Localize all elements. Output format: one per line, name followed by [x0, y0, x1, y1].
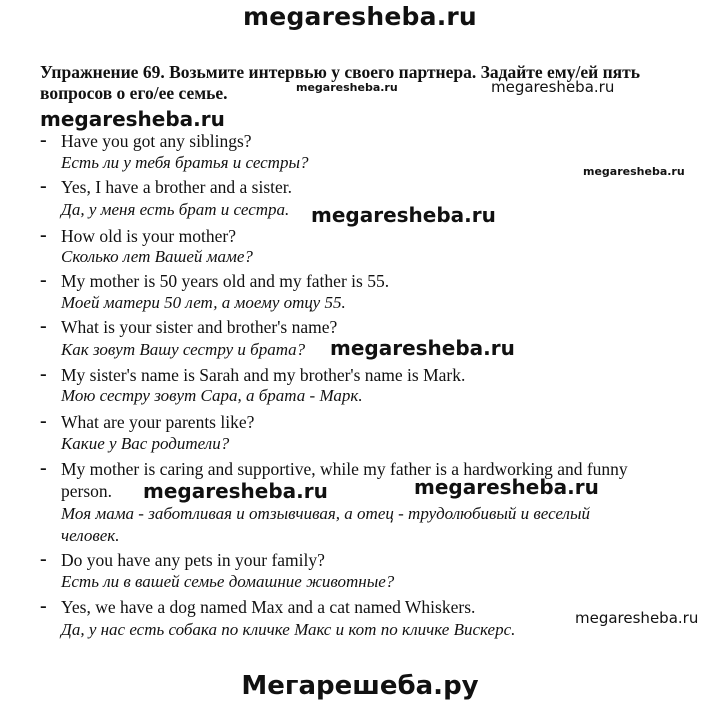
- watermark: megaresheba.ru: [143, 479, 328, 503]
- dialogue-line-en: Have you got any siblings?: [61, 131, 252, 151]
- watermark: megaresheba.ru: [311, 203, 496, 227]
- watermark: megaresheba.ru: [414, 475, 599, 499]
- dialogue-line-en: What is your sister and brother's name?: [61, 317, 338, 337]
- dialogue-dash: -: [40, 315, 47, 337]
- dialogue-line-ru: Мою сестру зовут Сара, а брата - Марк.: [61, 386, 363, 405]
- dialogue-dash: -: [40, 129, 47, 151]
- dialogue-line-ru: Как зовут Вашу сестру и брата?: [61, 340, 306, 359]
- dialogue-dash: -: [40, 457, 47, 479]
- dialogue-line-en: My mother is caring and supportive, while my father is a hardworking and funny: [61, 459, 628, 479]
- site-header: megaresheba.ru: [243, 2, 477, 31]
- dialogue-dash: -: [40, 175, 47, 197]
- dialogue-line-ru: Какие у Вас родители?: [61, 434, 230, 453]
- dialogue-dash: -: [40, 595, 47, 617]
- dialogue-dash: -: [40, 224, 47, 246]
- site-footer: Мегарешеба.ру: [241, 671, 479, 701]
- exercise-title-line-1: Упражнение 69. Возьмите интервью у своего партнера. Задайте ему/ей пять: [40, 62, 640, 82]
- dialogue-line-ru: Есть ли в вашей семье домашние животные?: [61, 572, 395, 591]
- dialogue-dash: -: [40, 363, 47, 385]
- dialogue-dash: -: [40, 269, 47, 291]
- dialogue-line-en: My mother is 50 years old and my father is 55.: [61, 271, 390, 291]
- watermark: megaresheba.ru: [40, 107, 225, 131]
- dialogue-line-en: Yes, we have a dog named Max and a cat named Whiskers.: [61, 597, 476, 617]
- exercise-title-line-2: вопросов о его/ее семье.: [40, 83, 228, 103]
- dialogue-line-en: Do you have any pets in your family?: [61, 550, 325, 570]
- watermark: megaresheba.ru: [583, 165, 685, 178]
- dialogue-line-ru: Моя мама - заботливая и отзывчивая, а отец - трудолюбивый и веселый: [61, 504, 590, 523]
- watermark: megaresheba.ru: [296, 81, 398, 94]
- dialogue-line-en: Yes, I have a brother and a sister.: [61, 177, 293, 197]
- watermark: megaresheba.ru: [330, 336, 515, 360]
- dialogue-line-ru: Да, у меня есть брат и сестра.: [61, 200, 290, 219]
- dialogue-line-en: person.: [61, 481, 113, 501]
- dialogue-line-en: What are your parents like?: [61, 412, 255, 432]
- dialogue-dash: -: [40, 548, 47, 570]
- watermark: megaresheba.ru: [575, 609, 699, 627]
- dialogue-line-en: My sister's name is Sarah and my brother's name is Mark.: [61, 365, 466, 385]
- watermark: megaresheba.ru: [491, 78, 615, 96]
- dialogue-dash: -: [40, 410, 47, 432]
- dialogue-line-ru: Да, у нас есть собака по кличке Макс и кот по кличке Вискерс.: [61, 620, 516, 639]
- dialogue-line-en: How old is your mother?: [61, 226, 236, 246]
- dialogue-line-ru: Есть ли у тебя братья и сестры?: [61, 153, 309, 172]
- dialogue-line-ru: Моей матери 50 лет, а моему отцу 55.: [61, 293, 346, 312]
- dialogue-line-ru: Сколько лет Вашей маме?: [61, 247, 253, 266]
- dialogue-line-ru: человек.: [61, 526, 120, 545]
